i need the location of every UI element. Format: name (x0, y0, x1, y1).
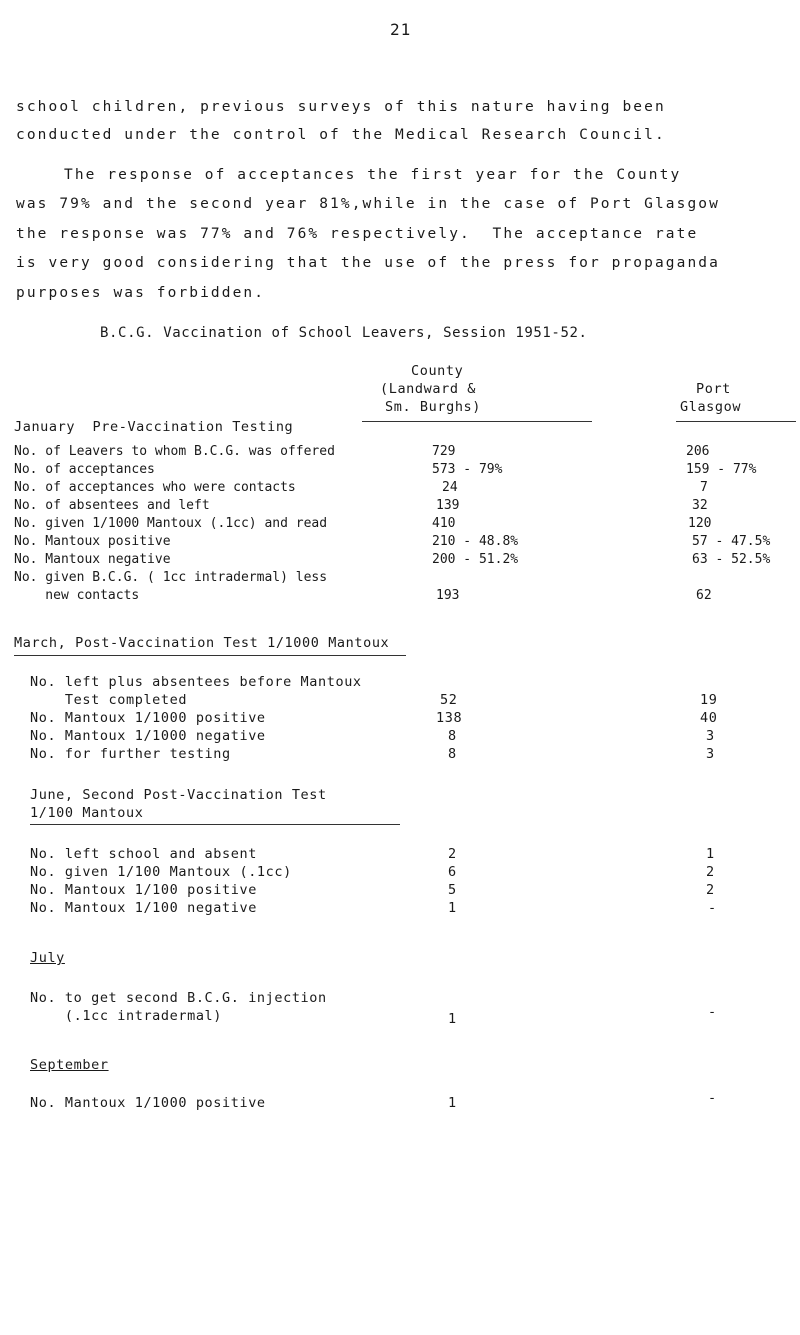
table-row-label: No. of acceptances (14, 462, 155, 477)
port-value: 57 - 47.5% (692, 534, 771, 549)
port-value: 2 (706, 882, 715, 898)
county-header: Sm. Burghs) (385, 399, 482, 415)
intro-line: the response was 77% and 76% respectively. The acceptance rate (16, 226, 699, 242)
intro-line: school children, previous surveys of this nature having been (16, 99, 666, 115)
page-number: 21 (390, 20, 412, 39)
county-value: 24 (442, 480, 458, 495)
county-value: 8 (448, 728, 457, 744)
table-row-label: No. Mantoux 1/1000 positive (30, 710, 266, 726)
port-value: - (708, 1090, 717, 1106)
table-row-label: Test completed (30, 692, 188, 708)
county-value: 52 (440, 692, 458, 708)
port-value: 32 (692, 498, 708, 513)
county-header: (Landward & (380, 381, 477, 397)
table-row-label: No. Mantoux negative (14, 552, 171, 567)
table-row-label: No. of acceptances who were contacts (14, 480, 296, 495)
county-value: 6 (448, 864, 457, 880)
june-heading: June, Second Post-Vaccination Test (30, 787, 327, 803)
port-header: Port (696, 381, 731, 397)
county-value: 1 (448, 1095, 457, 1111)
table-row-label: No. Mantoux 1/100 negative (30, 900, 257, 916)
port-header: Glasgow (680, 399, 742, 415)
county-value: 2 (448, 846, 457, 862)
port-value: 159 - 77% (686, 462, 757, 477)
county-header: County (411, 363, 464, 379)
table-row-label: (.1cc intradermal) (30, 1008, 223, 1024)
table-row-label: No. left plus absentees before Mantoux (30, 674, 362, 690)
table-row-label: No. of absentees and left (14, 498, 210, 513)
june-heading: 1/100 Mantoux (30, 805, 144, 821)
port-value: - (708, 1004, 717, 1020)
port-value: 120 (688, 516, 712, 531)
county-value: 410 (432, 516, 456, 531)
county-value: 8 (448, 746, 457, 762)
intro-line: The response of acceptances the first year for the County (64, 167, 682, 183)
port-value: 206 (686, 444, 710, 459)
county-value: 200 - 51.2% (432, 552, 519, 567)
port-value: 3 (706, 728, 715, 744)
july-heading: July (30, 950, 65, 966)
port-value: 3 (706, 746, 715, 762)
table-row-label: No. given B.C.G. ( 1cc intradermal) less (14, 570, 328, 585)
intro-line: conducted under the control of the Medical Research Council. (16, 127, 666, 143)
port-rule (676, 421, 796, 422)
port-value: 40 (700, 710, 718, 726)
table-row-label: No. left school and absent (30, 846, 257, 862)
table-row-label: No. for further testing (30, 746, 231, 762)
table-title: B.C.G. Vaccination of School Leavers, Session 1951-52. (100, 325, 588, 341)
table-row-label: No. Mantoux 1/1000 positive (30, 1095, 266, 1111)
county-value: 139 (436, 498, 460, 513)
table-row-label: No. Mantoux 1/1000 negative (30, 728, 266, 744)
table-row-label: No. Mantoux 1/100 positive (30, 882, 257, 898)
intro-line: is very good considering that the use of the press for propaganda (16, 255, 720, 271)
intro-line: purposes was forbidden. (16, 285, 266, 301)
county-value: 729 (432, 444, 456, 459)
county-value: 138 (436, 710, 463, 726)
table-row-label: No. given 1/100 Mantoux (.1cc) (30, 864, 292, 880)
september-heading: September (30, 1057, 109, 1073)
january-heading: January Pre-Vaccination Testing (14, 419, 294, 435)
table-row-label: new contacts (14, 588, 140, 603)
june-rule (30, 824, 400, 825)
county-value: 1 (448, 900, 457, 916)
port-value: 19 (700, 692, 718, 708)
table-row-label: No. to get second B.C.G. injection (30, 990, 327, 1006)
port-value: 63 - 52.5% (692, 552, 771, 567)
county-value: 1 (448, 1011, 457, 1027)
march-heading: March, Post-Vaccination Test 1/1000 Mantoux (14, 635, 390, 651)
table-row-label: No. of Leavers to whom B.C.G. was offered (14, 444, 335, 459)
intro-line: was 79% and the second year 81%,while in the case of Port Glasgow (16, 196, 720, 212)
county-value: 193 (436, 588, 460, 603)
port-value: - (708, 900, 717, 916)
table-row-label: No. given 1/1000 Mantoux (.1cc) and read (14, 516, 328, 531)
county-value: 573 - 79% (432, 462, 503, 477)
table-row-label: No. Mantoux positive (14, 534, 171, 549)
port-value: 1 (706, 846, 715, 862)
port-value: 62 (696, 588, 712, 603)
port-value: 7 (700, 480, 708, 495)
march-rule (14, 655, 406, 656)
county-value: 5 (448, 882, 457, 898)
port-value: 2 (706, 864, 715, 880)
county-value: 210 - 48.8% (432, 534, 519, 549)
county-rule (362, 421, 592, 422)
